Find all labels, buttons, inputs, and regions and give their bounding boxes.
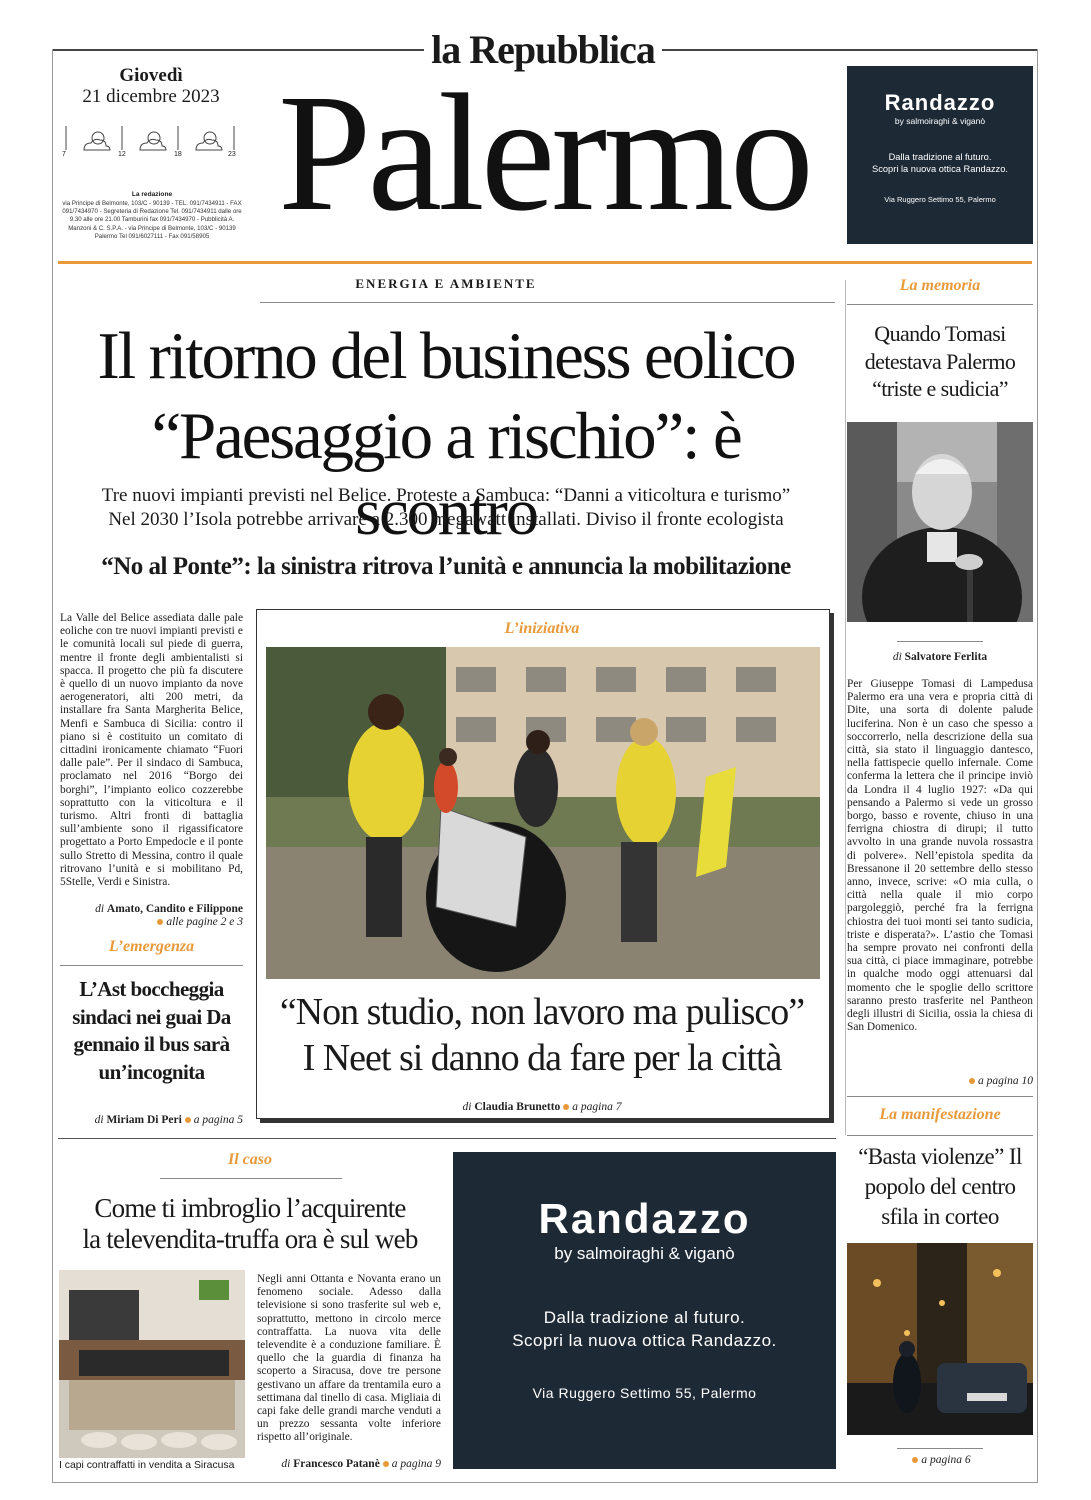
iniziativa-page: a pagina 7	[572, 1101, 622, 1113]
iniziativa-headline-2[interactable]: I Neet si danno da fare per la città	[302, 1037, 782, 1079]
ad-large-sub: by salmoiraghi & viganò	[554, 1244, 735, 1263]
memoria-page[interactable]	[847, 1075, 1033, 1087]
volunteers-photo	[266, 647, 820, 979]
memoria-photo[interactable]	[847, 422, 1033, 622]
byline-author: Salvatore Ferlita	[904, 651, 988, 663]
caso-body: Negli anni Ottanta e Novanta erano un fenomeno sociale. Adesso dalla televisione si sono trasferite sul web e, soprattutto, mettono in circolo merce contraffatta. La nuova vita delle televendite è a conduzione familiare. È quello che la guardia di finanza ha scoperto a Siracusa, dove tre persone gestivano un affare da trentamila euro a settimana dal tinello di casa. Migliaia di capi fake delle grandi marche venduti a un prezzo sessanta volte inferiore rispetto all’originale.	[257, 1273, 441, 1444]
lead-subhead-2: Nel 2030 l’Isola potrebbe arrivare a 2.300 megawatt installati. Diviso il fronte ecologista	[108, 509, 784, 530]
caso-page: a pagina 9	[391, 1458, 441, 1470]
weather-strip	[62, 124, 242, 160]
masthead-accent-rule	[58, 261, 1032, 264]
manifestazione-page-text: a pagina 6	[921, 1454, 971, 1466]
ad-large-address: Via Ruggero Settimo 55, Palermo	[532, 1385, 757, 1401]
ad-small-line1: Dalla tradizione al futuro.	[888, 152, 992, 162]
partly-cloudy-icon	[196, 132, 222, 150]
byline-prefix: di	[462, 1101, 472, 1113]
memoria-rule	[847, 304, 1033, 305]
memoria-kicker: La memoria	[899, 277, 981, 294]
ad-small-line2: Scopri la nuova ottica Randazzo.	[872, 164, 1008, 174]
street-night-photo	[847, 1243, 1033, 1435]
lead-headline-2[interactable]: “Paesaggio a rischio”: è scontro	[151, 399, 741, 549]
manifestazione-page[interactable]	[847, 1454, 1033, 1466]
memoria-bottom-rule	[847, 1096, 1033, 1097]
caso-headline-1[interactable]: Come ti imbroglio l’acquirente	[94, 1193, 406, 1223]
byline-authors: Amato, Candito e Filippone	[106, 903, 243, 915]
caso-rule	[160, 1178, 342, 1179]
iniziativa-kicker: L’iniziativa	[504, 620, 580, 637]
memoria-headline[interactable]: Quando Tomasi detestava Palermo “triste e sudicia”	[864, 321, 1016, 401]
manifestazione-byline-rule	[897, 1448, 983, 1449]
masthead-rule-right	[662, 49, 1038, 51]
emergenza-rule	[60, 965, 243, 966]
iniziativa-headline-1[interactable]: “Non studio, non lavoro ma pulisco”	[279, 991, 805, 1033]
lead-byline	[60, 903, 243, 915]
portrait-photo	[847, 422, 1033, 622]
manifestazione-kicker: La manifestazione	[879, 1106, 1001, 1123]
city-title: Palermo	[278, 60, 810, 246]
lead-body: La Valle del Belice assediata dalle pale eoliche con tre nuovi impianti previsti e le comunità locali sul piede di guerra, mentre il fronte degli ambientalisti si spacca. Il progetto che più fa discutere è quello di un nuovo impianto da nove aerogeneratori, alti 200 metri, da installare fra Santa Margherita Belice, Menfi e Sambuca di Sicilia: contro il piano si è costituito un comitato di cittadini ironicamente chiamato “Fuori dalle pale”. Per il sindaco di Sambuca, proclamato nel 2016 “Borgo dei borghi”, l’impianto eolico cozzerebbe soprattutto con la viticoltura e il turismo. Altri fronti di battaglia sull’ambiente sono il rigassificatore progettato a Porto Empedocle e il ponte sullo Stretto di Messina, contro il quale ritrovano l’unità e si mobilitano Pd, 5Stelle, Verdi e Sinistra.	[60, 612, 243, 889]
ad-large-line2: Scopri la nuova ottica Randazzo.	[512, 1331, 777, 1350]
caso-photo[interactable]	[59, 1270, 245, 1458]
bullet-icon	[969, 1078, 975, 1084]
weather-hour-4: 23	[228, 151, 236, 158]
bottom-section-rule	[58, 1138, 836, 1139]
ad-small-address: Via Ruggero Settimo 55, Palermo	[884, 195, 996, 204]
emergenza-kicker: L’emergenza	[108, 938, 195, 955]
partly-cloudy-icon	[84, 132, 110, 150]
weather-hour-2: 12	[118, 151, 126, 158]
column-divider-right	[845, 280, 846, 1135]
brand-logo[interactable]: la Repubblica	[431, 27, 655, 72]
manifestazione-rule	[847, 1135, 1033, 1136]
memoria-byline	[847, 651, 1033, 663]
page-border-right	[1037, 49, 1038, 1483]
byline-prefix: di	[281, 1458, 291, 1470]
counterfeit-goods-photo	[59, 1270, 245, 1458]
ad-large-brand: Randazzo	[538, 1195, 751, 1242]
byline-author: Claudia Brunetto	[474, 1101, 561, 1113]
ad-small[interactable]	[847, 66, 1033, 244]
emergenza-headline[interactable]: L’Ast boccheggia sindaci nei guai Da gennaio il bus sarà un’incognita	[72, 977, 231, 1084]
byline-prefix: di	[94, 1114, 104, 1126]
bullet-icon	[563, 1104, 569, 1110]
ad-large[interactable]	[453, 1152, 836, 1469]
issue-day: Giovedì	[119, 65, 183, 86]
page-border-left	[52, 49, 53, 1483]
ad-large-line1: Dalla tradizione al futuro.	[543, 1308, 746, 1327]
emergenza-page: a pagina 5	[193, 1114, 243, 1126]
ad-small-sub: by salmoiraghi & viganò	[894, 116, 986, 126]
caso-caption: I capi contraffatti in vendita a Siracusa	[59, 1460, 235, 1471]
bullet-icon	[383, 1461, 389, 1467]
memoria-page-text: a pagina 10	[978, 1075, 1033, 1087]
manifestazione-photo[interactable]	[847, 1243, 1033, 1435]
emergenza-byline[interactable]	[60, 1114, 243, 1126]
iniziativa-photo[interactable]	[266, 647, 820, 979]
masthead-rule-left	[52, 49, 424, 51]
section-label: ENERGIA E AMBIENTE	[355, 276, 537, 291]
weather-hour-3: 18	[174, 151, 182, 158]
caso-kicker: Il caso	[228, 1151, 272, 1168]
bullet-icon	[157, 919, 163, 925]
memoria-byline-rule	[897, 641, 983, 642]
memoria-body: Per Giuseppe Tomasi di Lampedusa Palermo era una vera e propria città di Dite, una sorta di dolente palude luciferina. Non è un caso che spesso a soccorrerlo, nella descrizione della sua città, sia stato il linguaggio dantesco, nella fattispecie quello infernale. Come conferma la lettera che il principe inviò da Londra il 4 luglio 1927: «Da qui pensando a Palermo si vede un grosso borgo, basso e rovente, chiuso in una ferrigna chiostra di dirupi; il tutto avvolto in una grande nuvola rossastra di polvere». Nell’epistola spedita da Bressanone il 20 settembre dello stesso anno, invece, scrive: «O mia culla, o città nella quale il mio corpo pargoleggiò, perché fra la ferrigna chiostra dei tuoi monti sei tanto sudicia, triste e disperata?». L’astio che Tomasi ha sempre provato nei confronti della sua città, ci piace immaginare, potrebbe in qualche modo oggi attenuarsi dal momento che le spoglie dello scrittore saranno presto trasferite nel Pantheon degli illustri di Sicilia, ossia la chiesa di San Domenico.	[847, 678, 1033, 1034]
section-rule	[260, 302, 835, 303]
byline-author: Miriam Di Peri	[106, 1114, 182, 1126]
byline-prefix: di	[892, 651, 902, 663]
weather-icons	[62, 124, 242, 160]
page-border-bottom	[52, 1482, 1038, 1483]
caso-byline[interactable]	[257, 1458, 441, 1470]
lead-pages[interactable]	[60, 916, 243, 928]
caso-headline-2[interactable]: la televendita-truffa ora è sul web	[82, 1224, 418, 1254]
lead-pages-text: alle pagine 2 e 3	[166, 916, 243, 928]
byline-author: Francesco Patanè	[293, 1458, 380, 1470]
lead-subhead-1: Tre nuovi impianti previsti nel Belice. Proteste a Sambuca: “Danni a viticoltura e turismo”	[101, 485, 791, 506]
iniziativa-byline[interactable]	[256, 1101, 828, 1113]
redazione-text: via Principe di Belmonte, 103/C - 90139 - TEL. 091/7434911 - FAX 091/7434970 - Segreteria di Redazione Tel. 091/7434911 dalle ore 9.30 alle ore 21.00 Tamburini fax 091/7434970 - Pubblicità A. Manzoni & C. S.P.A. - via Principe di Belmonte, 103/C - 90139 Palermo Tel 091/6027111 - Fax 091/58905	[62, 200, 242, 240]
manifestazione-headline[interactable]: “Basta violenze” Il popolo del centro sfila in corteo	[858, 1144, 1022, 1229]
issue-date: 21 dicembre 2023	[82, 86, 220, 107]
lead-headline-1[interactable]: Il ritorno del business eolico	[97, 319, 795, 393]
bullet-icon	[185, 1117, 191, 1123]
bullet-icon	[912, 1457, 918, 1463]
secondary-headline[interactable]: “No al Ponte”: la sinistra ritrova l’unità e annuncia la mobilitazione	[101, 553, 791, 580]
redazione-title: La redazione	[131, 191, 173, 198]
ad-small-brand: Randazzo	[884, 90, 996, 115]
partly-cloudy-icon	[140, 132, 166, 150]
weather-hour-1: 7	[62, 151, 66, 158]
byline-prefix: di	[95, 903, 105, 915]
